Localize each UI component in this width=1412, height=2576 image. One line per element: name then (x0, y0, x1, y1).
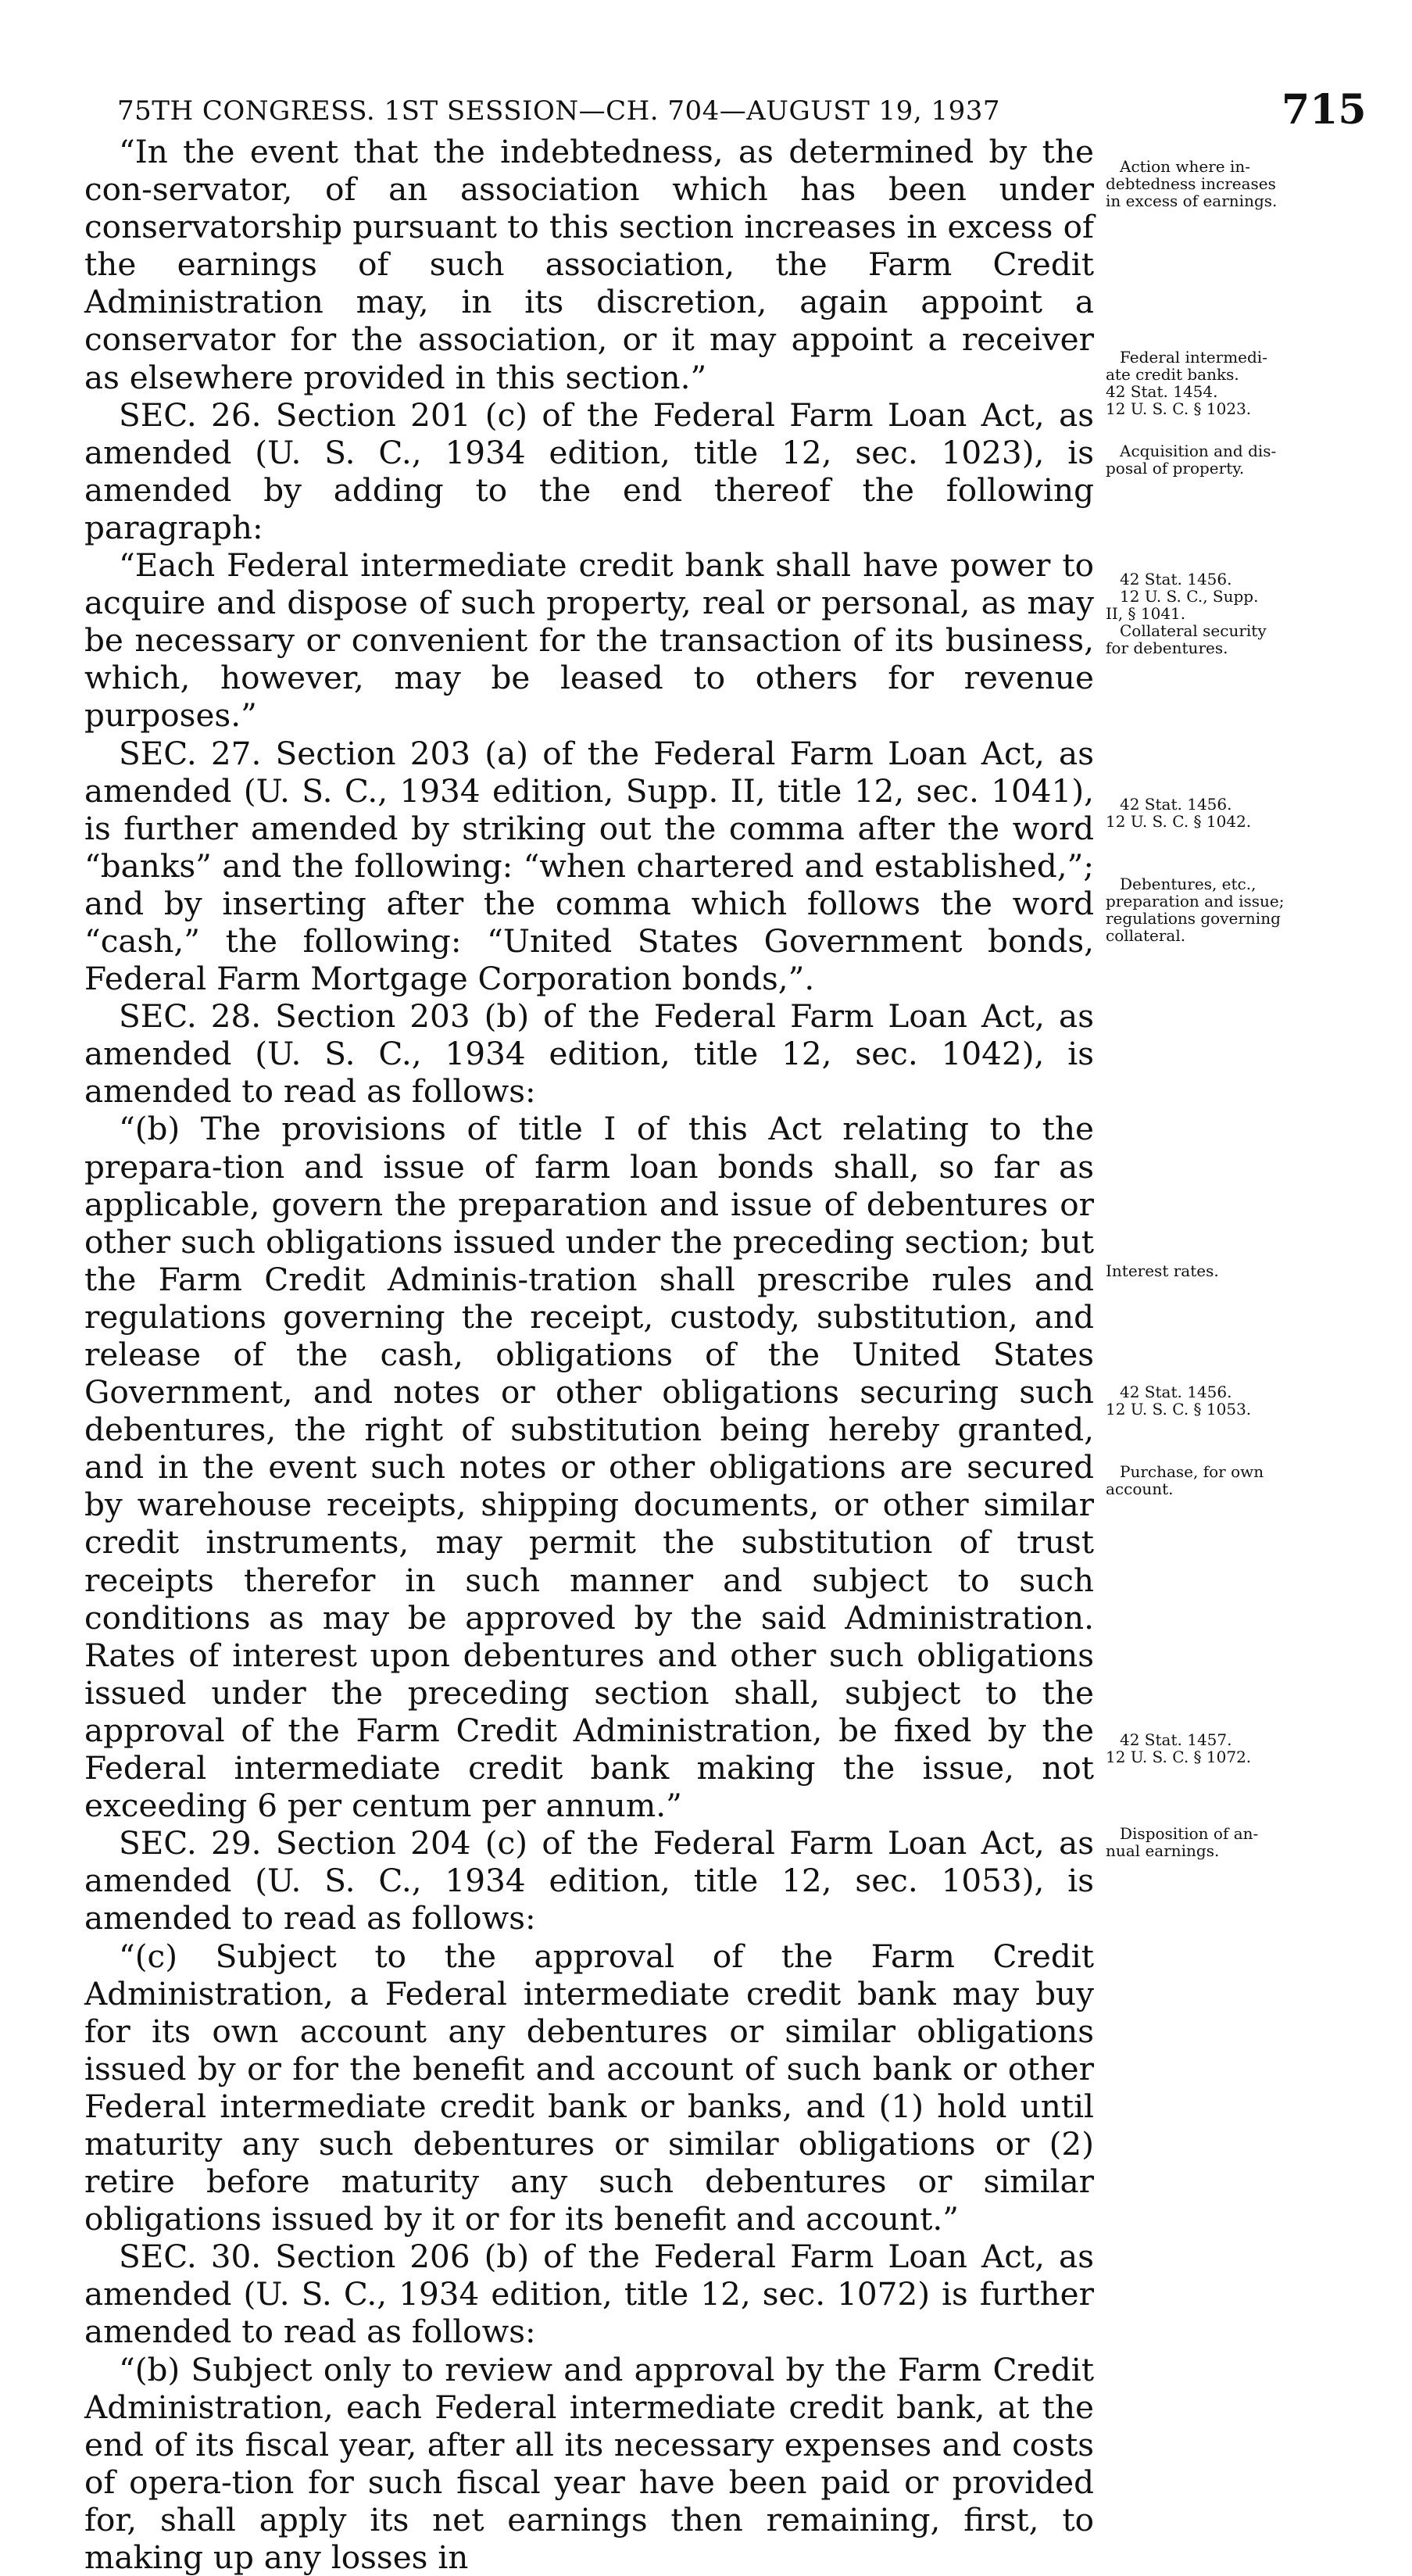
margin-note-debentures (1106, 875, 1344, 944)
section-28: SEC. 28. Section 203 (b) of the Federal Farm Loan Act, as amended (U. S. C., 1934 edition, title 12, sec. 1042), is amended to read as follows: (84, 997, 1094, 1111)
margin-note-line: Debentures, etc., (1120, 875, 1257, 893)
margin-note-line: for debentures. (1106, 639, 1228, 657)
margin-note-line: Federal intermedi- (1120, 348, 1267, 367)
congress-label: 75TH CONGRESS. (117, 95, 376, 127)
section-27: SEC. 27. Section 203 (a) of the Federal Farm Loan Act, as amended (U. S. C., 1934 edition, Supp. II, title 12, sec. 1041), is further amended by striking out the comma after the word “banks” and the following: “when chartered and established,”; and by inserting after the comma which follows the word “cash,” the following: “United States Government bonds, Federal Farm Mortgage Corporation bonds,”. (84, 734, 1094, 998)
margin-note-line: 42 Stat. 1456. (1120, 795, 1232, 814)
margin-note-line: Disposition of an- (1120, 1824, 1259, 1843)
margin-note-line: 42 Stat. 1456. (1120, 1383, 1232, 1401)
margin-note-line: preparation and issue; (1106, 892, 1285, 911)
session-label: 1ST SESSION—CH. 704—AUGUST 19, 1937 (384, 95, 1000, 127)
margin-note-credit-banks (1106, 349, 1344, 417)
margin-note-line: 12 U. S. C., Supp. (1120, 587, 1259, 606)
margin-note-line: account. (1106, 1479, 1174, 1498)
margin-note-line: 42 Stat. 1454. (1106, 382, 1218, 401)
margin-note-line: posal of property. (1106, 459, 1245, 478)
margin-note-action-indebtedness (1106, 158, 1344, 209)
margin-note-line: 42 Stat. 1456. (1120, 570, 1232, 589)
margin-note-line: Purchase, for own (1120, 1462, 1264, 1481)
margin-note-line: II, § 1041. (1106, 604, 1186, 623)
paragraph-debentures: “(b) The provisions of title I of this Act relating to the prepara-tion and issue of farm loan bonds shall, so far as applicable, govern the preparation and issue of debentures or other such obligations issued under the preceding section; but the Farm Credit Adminis-tration shall prescribe rules and regulations governing the receipt, custody, substitution, and release of the cash, obligations of the United States Government, and notes or other obligations securing such debentures, the right of substitution being hereby granted, and in the event such notes or other obligations are secured by warehouse receipts, shipping documents, or other similar credit instruments, may permit the substitution of trust receipts therefor in such manner and subject to such conditions as may be approved by the said Administration. Rates of interest upon debentures and other such obligations issued under the preceding section shall, subject to the approval of the Farm Credit Administration, be fixed by the Federal intermediate credit bank making the issue, not exceeding 6 per centum per annum.” (84, 1110, 1094, 1825)
margin-note-disposition (1106, 1825, 1344, 1859)
margin-note-line: 12 U. S. C. § 1042. (1106, 812, 1252, 831)
margin-note-line: in excess of earnings. (1106, 191, 1278, 210)
margin-note-stat-1072 (1106, 1731, 1344, 1766)
margin-note-line: Action where in- (1120, 157, 1250, 176)
margin-note-line: Interest rates. (1106, 1261, 1219, 1280)
margin-notes (1106, 0, 1344, 2168)
margin-note-collateral (1106, 571, 1344, 657)
paragraph-purchase-own-account: “(c) Subject to the approval of the Farm Credit Administration, a Federal intermediate credit bank may buy for its own account any debentures or similar obligations issued by or for the benefit and account of such bank or other Federal intermediate credit bank or banks, and (1) hold until maturity any such debentures or similar obligations or (2) retire before maturity any such debentures or similar obligations issued by it or for its benefit and account.” (84, 1937, 1094, 2238)
margin-note-line: 12 U. S. C. § 1072. (1106, 1748, 1252, 1766)
margin-note-line: collateral. (1106, 926, 1186, 945)
margin-note-line: 12 U. S. C. § 1053. (1106, 1400, 1252, 1419)
margin-note-line: Collateral security (1120, 621, 1267, 640)
margin-note-acquisition (1106, 442, 1344, 477)
paragraph-conservator-indebtedness: “In the event that the indebtedness, as determined by the con-servator, of an association which has been under conservatorship pursuant to this section increases in excess of the earnings of such association, the Farm Credit Administration may, in its discretion, again appoint a conservator for the association, or it may appoint a receiver as elsewhere provided in this section.” (84, 133, 1094, 396)
paragraph-property-powers: “Each Federal intermediate credit bank shall have power to acquire and dispose of such property, real or personal, as may be necessary or convenient for the transaction of its business, which, however, may be leased to others for revenue purposes.” (84, 546, 1094, 735)
margin-note-line: nual earnings. (1106, 1841, 1220, 1860)
margin-note-line: Acquisition and dis- (1120, 442, 1277, 460)
margin-note-line: 42 Stat. 1457. (1120, 1730, 1232, 1749)
margin-note-stat-1053 (1106, 1383, 1344, 1418)
section-26: SEC. 26. Section 201 (c) of the Federal Farm Loan Act, as amended (U. S. C., 1934 edition, title 12, sec. 1023), is amended by adding to the end thereof the following paragraph: (84, 395, 1094, 546)
paragraph-net-earnings: “(b) Subject only to review and approval by the Farm Credit Administration, each Federal intermediate credit bank, at the end of its fiscal year, after all its necessary expenses and costs of opera-tion for such fiscal year have been paid or provided for, shall apply its net earnings then remaining, first, to making up any losses in (84, 2350, 1094, 2576)
section-29: SEC. 29. Section 204 (c) of the Federal Farm Loan Act, as amended (U. S. C., 1934 edition, title 12, sec. 1053), is amended to read as follows: (84, 1824, 1094, 1937)
margin-note-stat-1042 (1106, 796, 1344, 830)
page-number: 715 (1282, 86, 1367, 134)
margin-note-line: ate credit banks. (1106, 365, 1239, 384)
statute-text (84, 133, 1094, 2576)
margin-note-purchase (1106, 1463, 1344, 1497)
margin-note-line: debtedness increases (1106, 174, 1276, 193)
margin-note-line: regulations governing (1106, 909, 1281, 928)
section-30: SEC. 30. Section 206 (b) of the Federal Farm Loan Act, as amended (U. S. C., 1934 edition, title 12, sec. 1072) is further amended to read as follows: (84, 2238, 1094, 2351)
running-head (117, 95, 1000, 127)
margin-note-interest-rates (1106, 1262, 1344, 1279)
margin-note-line: 12 U. S. C. § 1023. (1106, 399, 1252, 418)
